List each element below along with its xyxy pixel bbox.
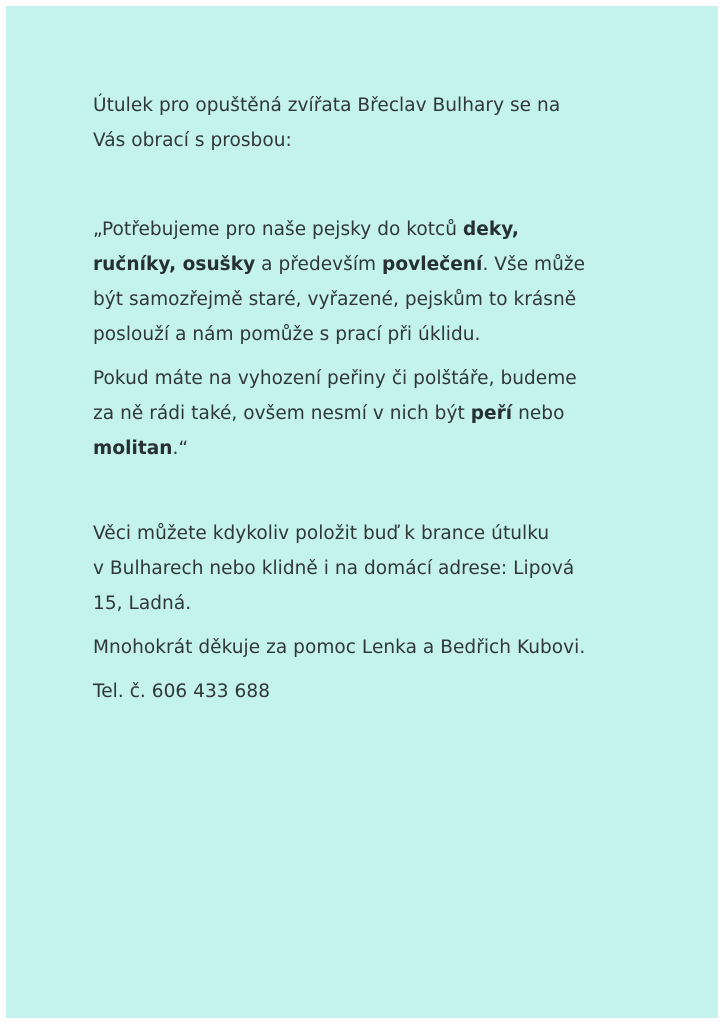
intro-line-2: Vás obrací s prosbou:	[93, 130, 292, 151]
request-line-1	[93, 212, 668, 247]
request-line-4: poslouží a nám pomůže s prací při úklidu.	[93, 324, 481, 345]
bold-osusky: osušky	[182, 254, 256, 275]
phone-number: Tel. č. 606 433 688	[93, 681, 271, 702]
bold-separator: ,	[169, 254, 183, 275]
thanks-paragraph: Mnohokrát děkuje za pomoc Lenka a Bedřich Kubovi.	[93, 637, 586, 658]
bedding-line-3	[93, 431, 668, 466]
bold-comma: ,	[511, 219, 519, 240]
bold-peri: peří	[470, 403, 513, 424]
intro-line-1: Útulek pro opuštěná zvířata Břeclav Bulhary se na	[93, 95, 561, 116]
text-segment: za ně rádi také, ovšem nesmí v nich být	[93, 403, 471, 424]
dropoff-line-3: 15, Ladná.	[93, 593, 192, 614]
bold-rucniky: ručníky	[93, 254, 170, 275]
bold-deky: deky	[463, 219, 512, 240]
bedding-line-2	[93, 396, 668, 431]
bedding-line-1: Pokud máte na vyhození peřiny či polštáře, budeme	[93, 368, 577, 389]
text-segment: . Vše může	[482, 254, 586, 275]
closing-quote: .“	[172, 438, 189, 459]
document-page	[6, 6, 718, 1018]
dropoff-line-2: v Bulharech nebo klidně i na domácí adrese: Lipová	[93, 558, 575, 579]
text-segment: a především	[255, 254, 383, 275]
bold-povleceni: povlečení	[382, 254, 483, 275]
text-segment: „Potřebujeme pro naše pejsky do kotců	[93, 219, 463, 240]
bold-molitan: molitan	[93, 438, 173, 459]
dropoff-line-1: Věci můžete kdykoliv položit buď k brance útulku	[93, 523, 550, 544]
bedding-paragraph	[93, 361, 668, 466]
dropoff-paragraph	[93, 516, 668, 621]
request-line-3: být samozřejmě staré, vyřazené, pejskům to krásně	[93, 289, 577, 310]
text-segment: nebo	[512, 403, 565, 424]
request-paragraph	[93, 212, 668, 352]
request-line-2	[93, 247, 668, 282]
intro-paragraph	[93, 88, 668, 158]
